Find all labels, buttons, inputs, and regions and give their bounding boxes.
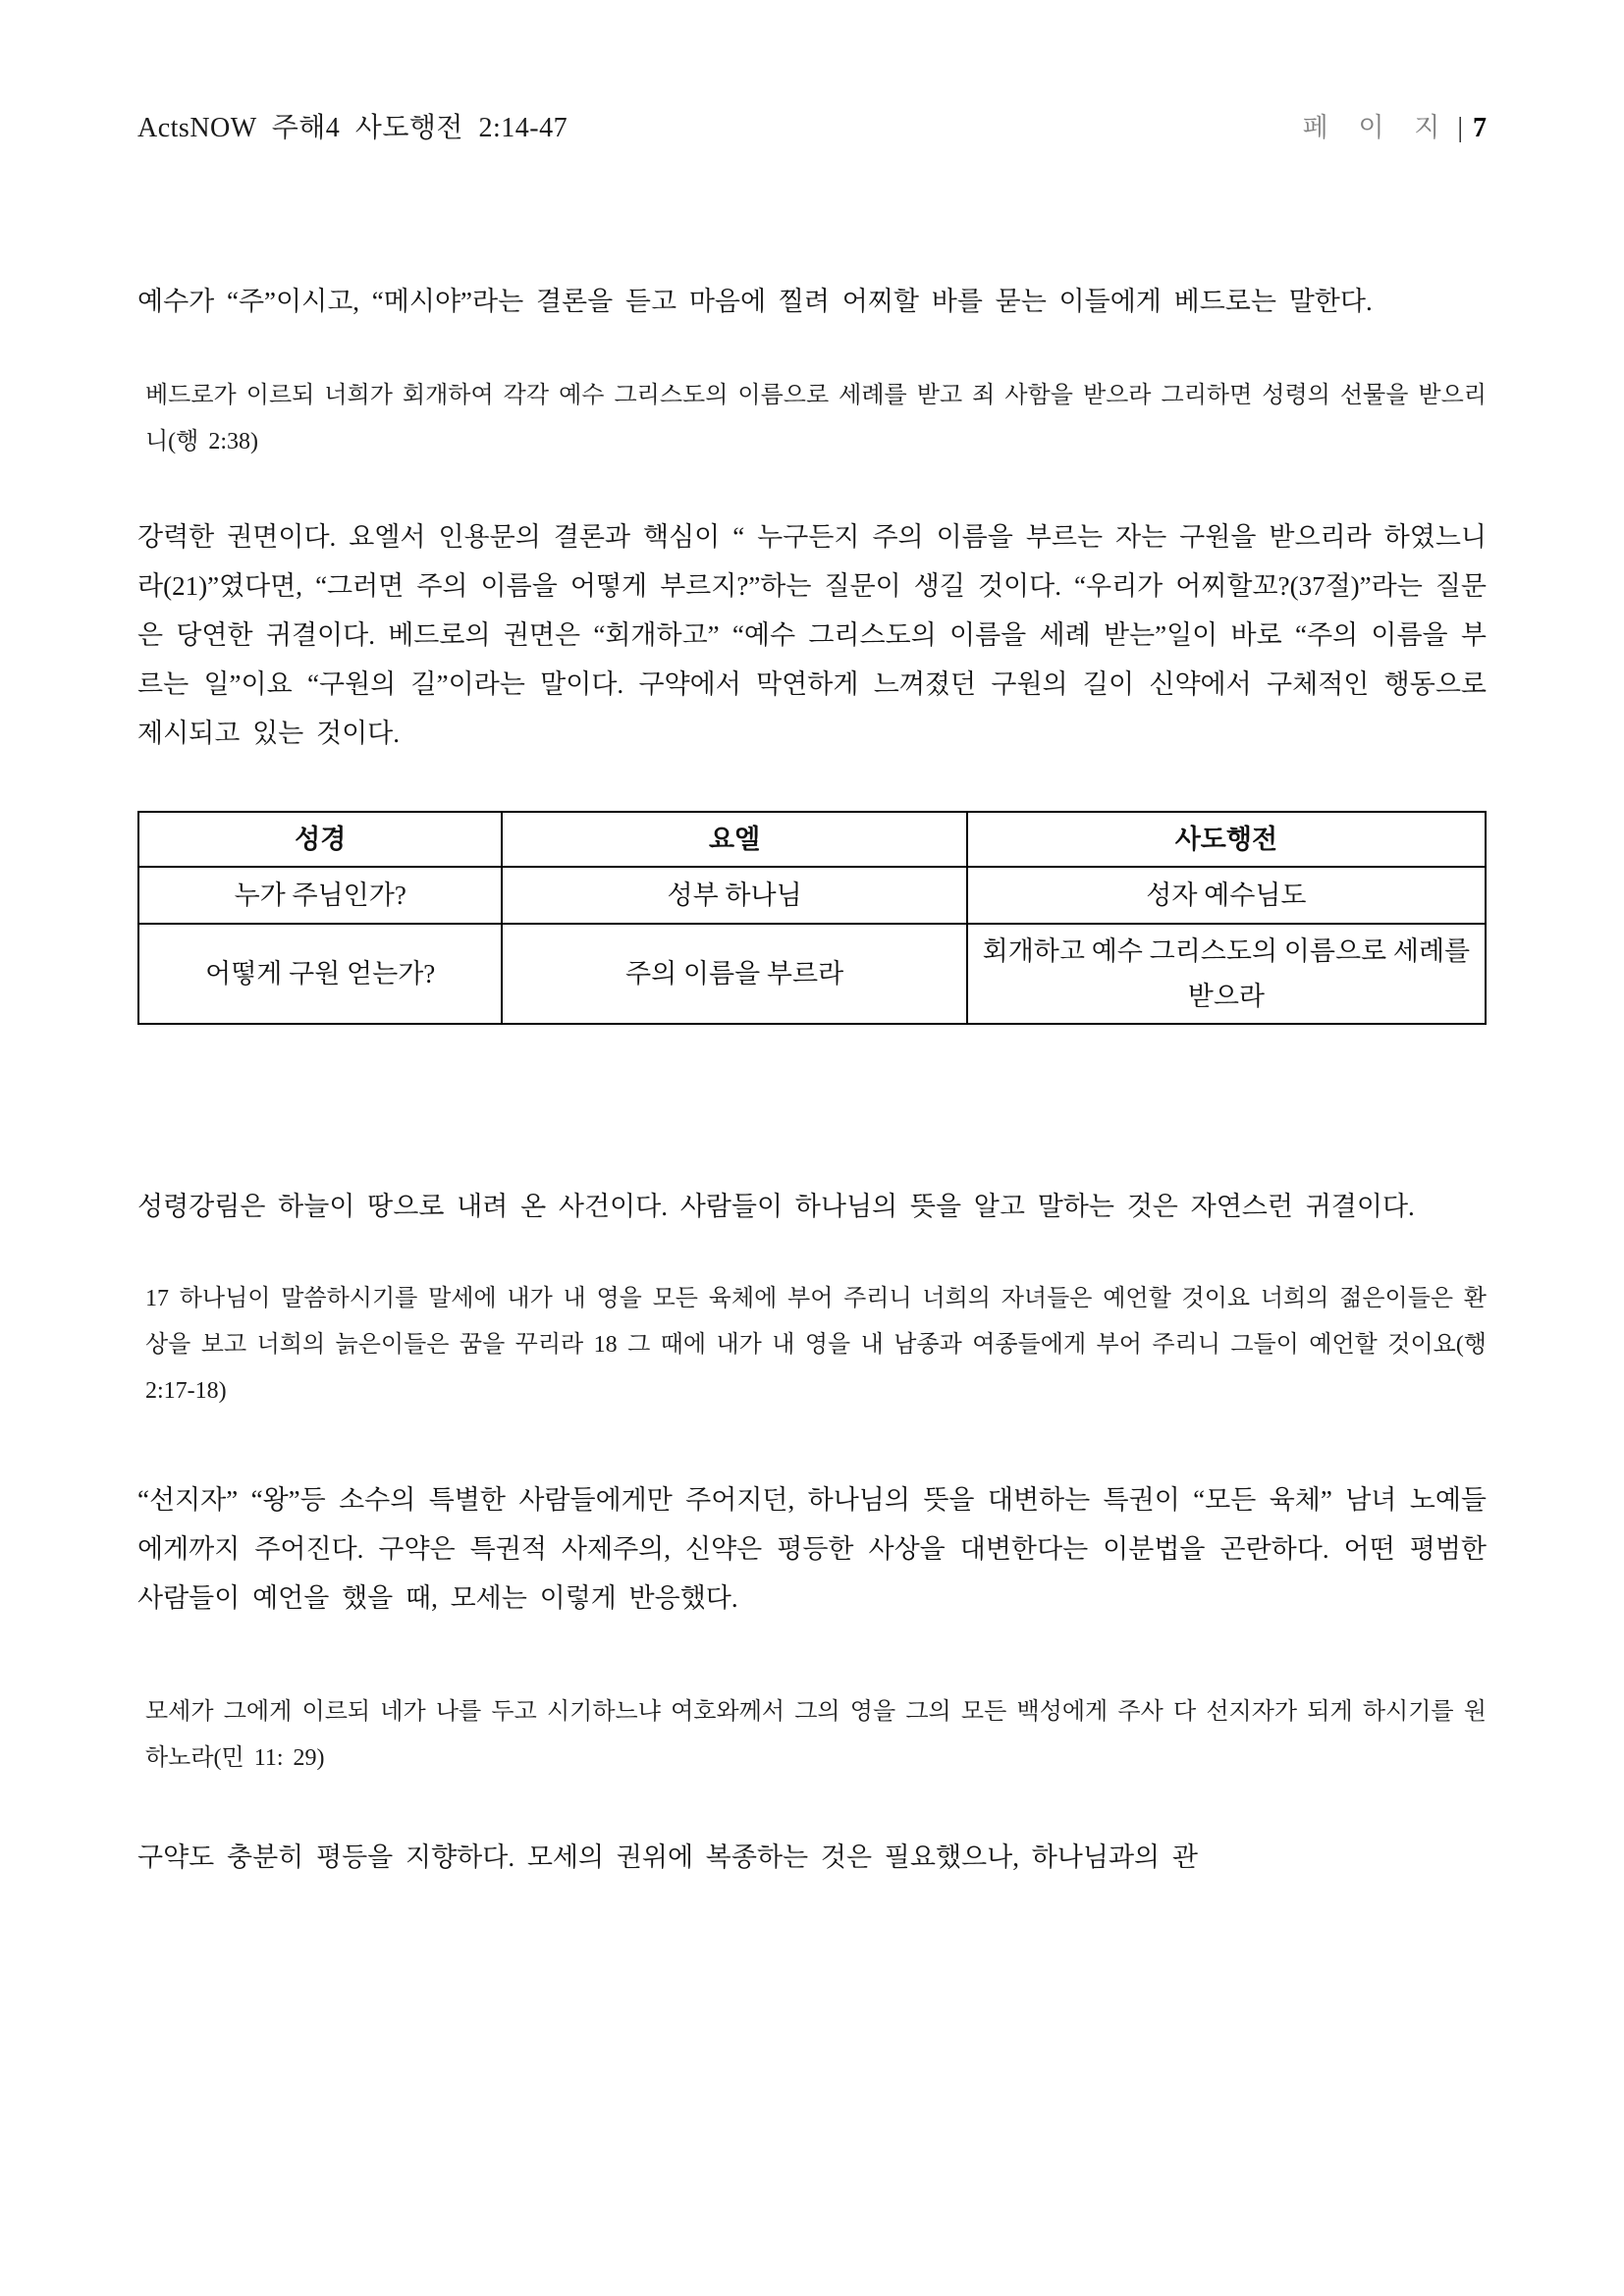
table-header-acts: 사도행전 [967, 812, 1486, 867]
table-cell-joel-who: 성부 하나님 [502, 867, 966, 924]
page-number-area [1303, 110, 1487, 146]
table-header-bible: 성경 [138, 812, 502, 867]
table-cell-joel-how: 주의 이름을 부르라 [502, 924, 966, 1024]
paragraph-peter-speaks: 예수가 “주”이시고, “메시야”라는 결론을 듣고 마음에 찔려 어찌할 바를 묻는 이들에게 베드로는 말한다. [137, 287, 1373, 316]
table-header-row [138, 812, 1486, 867]
paragraph-strong-exhortation: 강력한 권면이다. 요엘서 인용문의 결론과 핵심이 “ 누구든지 주의 이름을 부르는 자는 구원을 받으리라 하였느니라(21)”였다면, “그러면 주의 이름을 어떻게 부르지?”하는 질문이 생길 것이다. “우리가 어찌할꼬?(37절)”라는 질문은 당연한 귀결이다. 베드로의 권면은 “회개하고” “예수 그리스도의 이름을 세례 받는”일이 바로 “주의 이름을 부르는 일”이요 “구원의 길”이라는 말이다. 구약에서 막연하게 느껴졌던 구원의 길이 신약에서 구체적인 행동으로 제시되고 있는 것이다. [137, 522, 1487, 748]
table-row-how-saved [138, 924, 1486, 1024]
page-label: 페 이 지 [1302, 113, 1452, 142]
page-number: 7 [1473, 113, 1487, 143]
scripture-quote-acts-2-17-18: 17 하나님이 말씀하시기를 말세에 내가 내 영을 모든 육체에 부어 주리니 너희의 자녀들은 예언할 것이요 너희의 젊은이들은 환상을 보고 너희의 늙은이들은 꿈을 꾸리라 18 그 때에 내가 내 영을 내 남종과 여종들에게 부어 주리니 그들이 예언할 것이요(행 2:17-18) [145, 1286, 1487, 1404]
paragraph-old-testament-equality: 구약도 충분히 평등을 지향하다. 모세의 권위에 복종하는 것은 필요했으나, 하나님과의 관 [137, 1842, 1198, 1872]
paragraph-privilege-extended: “선지자” “왕”등 소수의 특별한 사람들에게만 주어지던, 하나님의 뜻을 대변하는 특권이 “모든 육체” 남녀 노예들에게까지 주어진다. 구약은 특권적 사제주의, 신약은 평등한 사상을 대변한다는 이분법을 곤란하다. 어떤 평범한 사람들이 예언을 했을 때, 모세는 이렇게 반응했다. [137, 1485, 1487, 1613]
comparison-table [137, 811, 1487, 1025]
table-row-who-is-lord [138, 867, 1486, 924]
page-separator: | [1457, 113, 1463, 143]
scripture-quote-numbers-11-29: 모세가 그에게 이르되 네가 나를 두고 시기하느냐 여호와께서 그의 영을 그의 모든 백성에게 주사 다 선지자가 되게 하시기를 원하노라(민 11: 29) [145, 1699, 1487, 1771]
table-cell-acts-how: 회개하고 예수 그리스도의 이름으로 세례를 받으라 [967, 924, 1486, 1024]
table-cell-acts-who: 성자 예수님도 [967, 867, 1486, 924]
header-title: ActsNOW 주해4 사도행전 2:14-47 [137, 113, 568, 143]
table-cell-question-who: 누가 주님인가? [138, 867, 502, 924]
table-header-joel: 요엘 [502, 812, 966, 867]
page-header [137, 110, 1487, 145]
scripture-quote-acts-2-38: 베드로가 이르되 너희가 회개하여 각각 예수 그리스도의 이름으로 세례를 받고 죄 사함을 받으라 그리하면 성령의 선물을 받으리니(행 2:38) [145, 383, 1487, 454]
paragraph-pentecost: 성령강림은 하늘이 땅으로 내려 온 사건이다. 사람들이 하나님의 뜻을 알고 말하는 것은 자연스런 귀결이다. [137, 1192, 1415, 1221]
table-cell-question-how: 어떻게 구원 얻는가? [138, 924, 502, 1024]
